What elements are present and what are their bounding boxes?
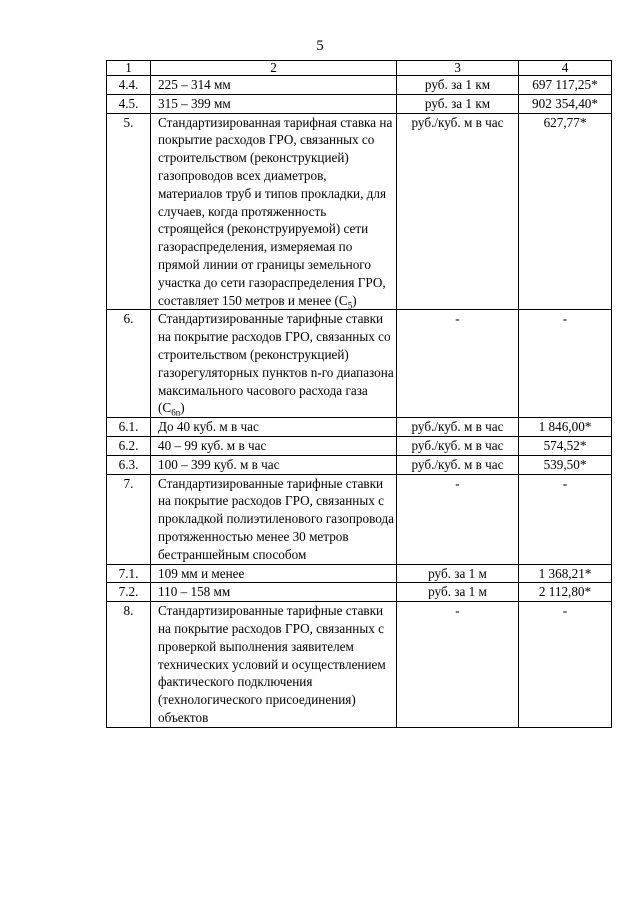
description-subscript: 6n xyxy=(171,407,181,418)
column-header-2: 2 xyxy=(151,61,397,76)
row-description: 40 – 99 куб. м в час xyxy=(151,436,397,455)
row-unit: - xyxy=(397,602,519,728)
description-end: ) xyxy=(180,400,185,416)
table-row xyxy=(107,94,612,113)
row-description: 100 – 399 куб. м в час xyxy=(151,455,397,474)
row-value: 2 112,80* xyxy=(519,583,612,602)
table-row xyxy=(107,113,612,310)
row-description: 315 – 399 мм xyxy=(151,94,397,113)
row-description: 109 мм и менее xyxy=(151,564,397,583)
column-header-4: 4 xyxy=(519,61,612,76)
row-description xyxy=(151,310,397,418)
column-header-1: 1 xyxy=(107,61,151,76)
page-number: 5 xyxy=(316,38,324,54)
row-description: 110 – 158 мм xyxy=(151,583,397,602)
row-value: 627,77* xyxy=(519,113,612,310)
row-number: 4.4. xyxy=(107,76,151,95)
table-row xyxy=(107,455,612,474)
table-row xyxy=(107,418,612,437)
row-value: 539,50* xyxy=(519,455,612,474)
row-description: 225 – 314 мм xyxy=(151,76,397,95)
row-description: До 40 куб. м в час xyxy=(151,418,397,437)
row-value: 574,52* xyxy=(519,436,612,455)
table-header-row xyxy=(107,61,612,76)
table-row xyxy=(107,76,612,95)
row-unit: руб. за 1 км xyxy=(397,94,519,113)
row-number: 7.1. xyxy=(107,564,151,583)
row-unit: руб. за 1 м xyxy=(397,564,519,583)
row-unit: руб./куб. м в час xyxy=(397,436,519,455)
row-unit: руб./куб. м в час xyxy=(397,418,519,437)
table-body xyxy=(107,76,612,728)
row-unit: - xyxy=(397,310,519,418)
row-number: 6.2. xyxy=(107,436,151,455)
row-value: - xyxy=(519,602,612,728)
row-number: 7.2. xyxy=(107,583,151,602)
row-value: - xyxy=(519,474,612,564)
row-number: 7. xyxy=(107,474,151,564)
tariff-table xyxy=(106,60,612,728)
row-value: 697 117,25* xyxy=(519,76,612,95)
table-row xyxy=(107,474,612,564)
row-unit: руб. за 1 м xyxy=(397,583,519,602)
row-number: 8. xyxy=(107,602,151,728)
description-text: Стандартизированная тарифная ставка на покрытие расходов ГРО, связанных со строительством (реконструкцией) газопроводов всех диаметров, материалов труб и типов прокладки, для случаев, когда протяженность строящейся (реконструируемой) сети газораспределения, измеряемая по прямой линии от границы земельного участка до сети газораспределения ГРО, составляет 150 метров и менее (С xyxy=(158,114,393,308)
row-value: 902 354,40* xyxy=(519,94,612,113)
row-unit: руб./куб. м в час xyxy=(397,455,519,474)
row-number: 6. xyxy=(107,310,151,418)
row-value: 1 368,21* xyxy=(519,564,612,583)
row-value: 1 846,00* xyxy=(519,418,612,437)
table-row xyxy=(107,602,612,728)
row-value: - xyxy=(519,310,612,418)
description-end: ) xyxy=(352,292,357,308)
row-unit: - xyxy=(397,474,519,564)
row-number: 5. xyxy=(107,113,151,310)
table-row xyxy=(107,436,612,455)
row-unit: руб./куб. м в час xyxy=(397,113,519,310)
table-row xyxy=(107,583,612,602)
row-number: 4.5. xyxy=(107,94,151,113)
table-row xyxy=(107,564,612,583)
row-description xyxy=(151,113,397,310)
row-description: Стандартизированные тарифные ставки на покрытие расходов ГРО, связанных с прокладкой полиэтиленового газопровода протяженностью менее 30 метров бестраншейным способом xyxy=(151,474,397,564)
row-number: 6.3. xyxy=(107,455,151,474)
table-row xyxy=(107,310,612,418)
row-number: 6.1. xyxy=(107,418,151,437)
row-description: Стандартизированные тарифные ставки на покрытие расходов ГРО, связанных с проверкой выполнения заявителем технических условий и осуществлением фактического подключения (технологического присоединения) объектов xyxy=(151,602,397,728)
row-unit: руб. за 1 км xyxy=(397,76,519,95)
description-text: Стандартизированные тарифные ставки на покрытие расходов ГРО, связанных со строительством (реконструкцией) газорегуляторных пунктов n-го диапазона максимального часового расхода газа (С xyxy=(158,311,394,416)
description-subscript: 5 xyxy=(347,300,353,311)
column-header-3: 3 xyxy=(397,61,519,76)
